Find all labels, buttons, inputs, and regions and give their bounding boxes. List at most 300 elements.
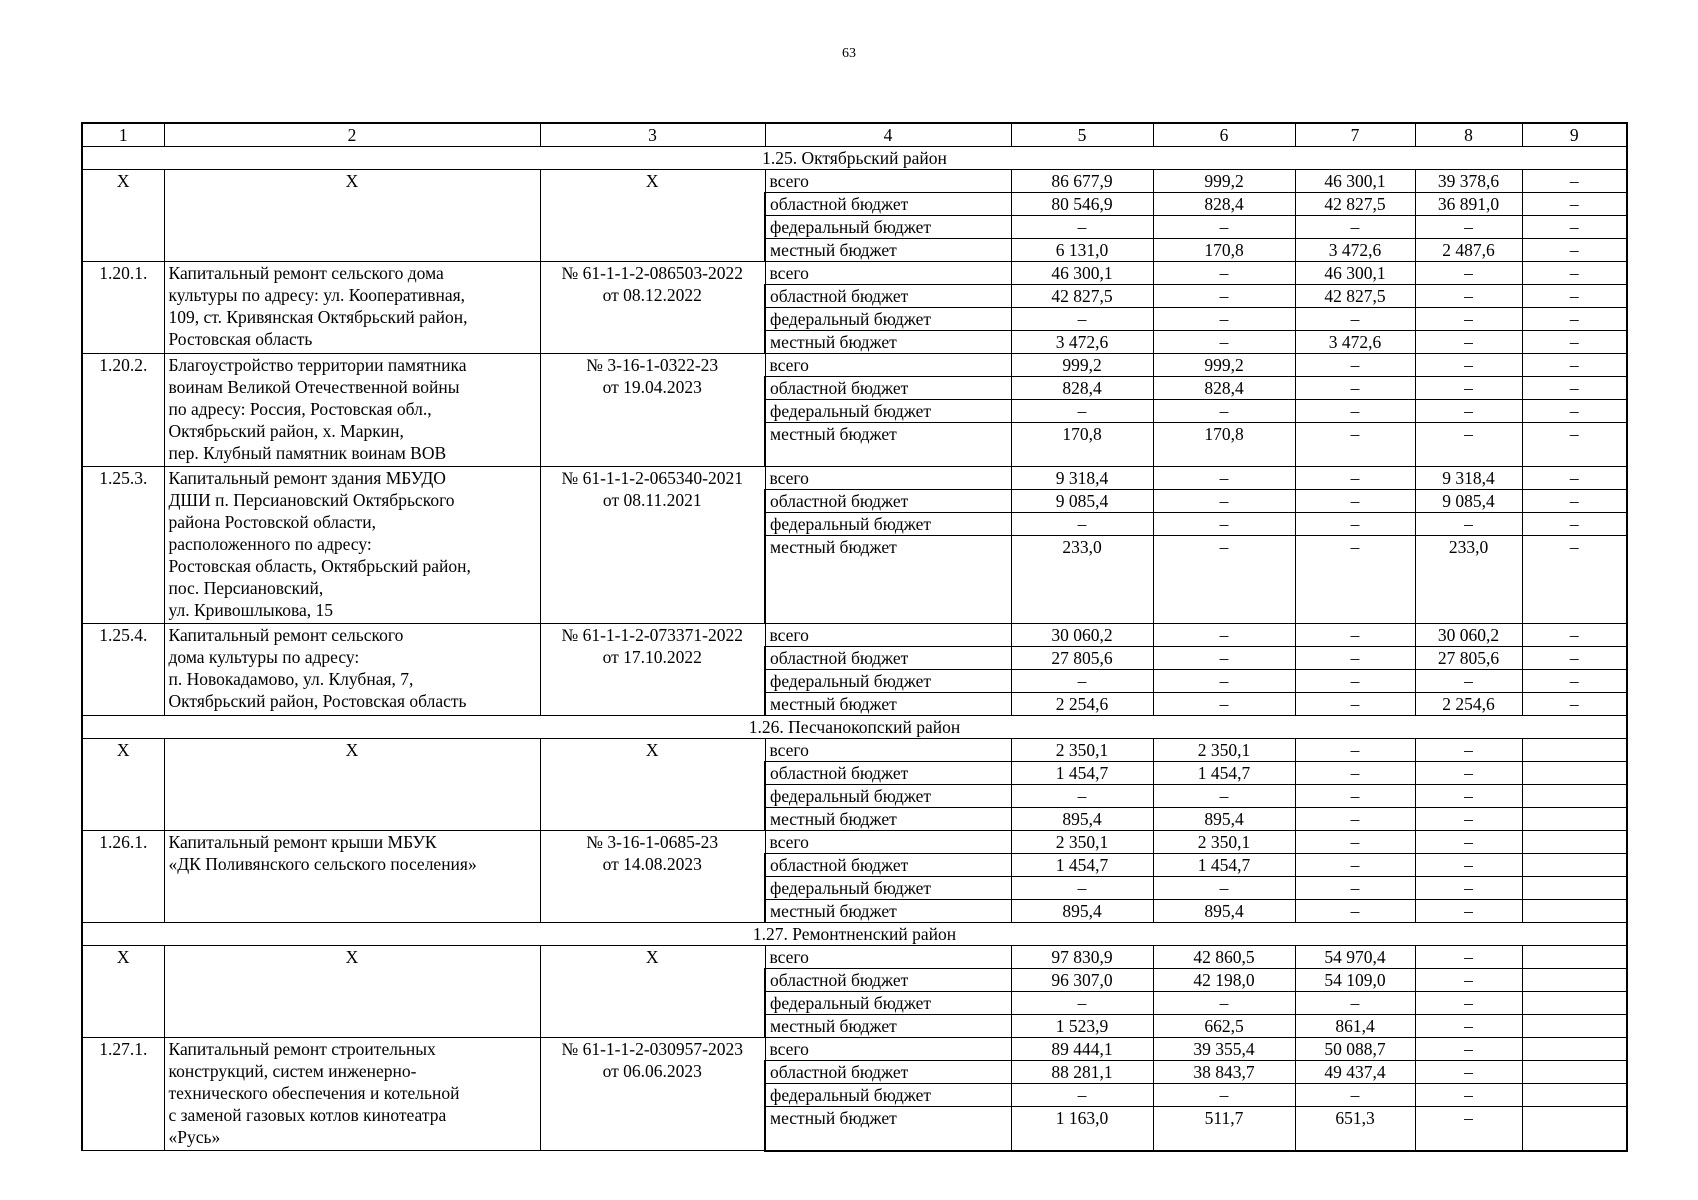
value-cell: 999,2 (1153, 354, 1295, 377)
value-cell: 828,4 (1011, 377, 1153, 400)
column-header: 3 (540, 123, 765, 147)
column-header: 4 (765, 123, 1011, 147)
value-cell: – (1415, 992, 1522, 1015)
cell-line: от 08.12.2022 (602, 285, 702, 305)
value-cell: – (1415, 854, 1522, 877)
value-cell: – (1522, 400, 1627, 423)
item-number: 1.27.1. (82, 1038, 164, 1151)
budget-type: областной бюджет (765, 854, 1011, 877)
value-cell: – (1295, 785, 1415, 808)
value-cell: 6 131,0 (1011, 239, 1153, 262)
value-cell (1522, 969, 1627, 992)
value-cell: – (1522, 467, 1627, 490)
budget-type: областной бюджет (765, 647, 1011, 670)
value-cell: 27 805,6 (1011, 647, 1153, 670)
budget-type: местный бюджет (765, 900, 1011, 923)
value-cell: 3 472,6 (1295, 239, 1415, 262)
value-cell: – (1522, 170, 1627, 193)
value-cell: – (1295, 693, 1415, 716)
value-cell: – (1522, 693, 1627, 716)
budget-type: всего (765, 170, 1011, 193)
value-cell: 828,4 (1153, 193, 1295, 216)
value-cell: 42 860,5 (1153, 946, 1295, 969)
value-cell: – (1522, 670, 1627, 693)
value-cell: – (1415, 354, 1522, 377)
cell-line: технического обеспечения и котельной (168, 1083, 460, 1103)
budget-type: местный бюджет (765, 693, 1011, 716)
value-cell: 1 454,7 (1153, 854, 1295, 877)
cell-line: с заменой газовых котлов кинотеатра (168, 1105, 447, 1125)
value-cell: – (1295, 831, 1415, 854)
value-cell: – (1011, 785, 1153, 808)
budget-type: местный бюджет (765, 1107, 1011, 1151)
value-cell: – (1153, 536, 1295, 624)
budget-type: областной бюджет (765, 490, 1011, 513)
value-cell: – (1415, 785, 1522, 808)
page-number: 63 (842, 46, 856, 61)
cell-line: № 3-16-1-0685-23 (586, 832, 719, 852)
value-cell: 42 198,0 (1153, 969, 1295, 992)
column-header: 2 (164, 123, 540, 147)
value-cell: 511,7 (1153, 1107, 1295, 1151)
value-cell: – (1522, 647, 1627, 670)
value-cell: 36 891,0 (1415, 193, 1522, 216)
value-cell: – (1522, 239, 1627, 262)
budget-type: областной бюджет (765, 285, 1011, 308)
item-number: 1.25.4. (82, 624, 164, 716)
section-row (82, 716, 1627, 739)
cell-line: Ростовская область, Октябрьский район, (168, 556, 471, 576)
budget-type: федеральный бюджет (765, 877, 1011, 900)
value-cell: – (1415, 1015, 1522, 1038)
value-cell: – (1011, 216, 1153, 239)
value-cell: – (1153, 216, 1295, 239)
cell-line: № 61-1-1-2-086503-2022 (561, 263, 743, 283)
value-cell: – (1415, 877, 1522, 900)
value-cell (1522, 992, 1627, 1015)
value-cell (1522, 762, 1627, 785)
value-cell: – (1522, 536, 1627, 624)
item-row (82, 262, 1627, 285)
budget-type: местный бюджет (765, 239, 1011, 262)
column-header: 7 (1295, 123, 1415, 147)
budget-type: федеральный бюджет (765, 1084, 1011, 1107)
value-cell: – (1153, 467, 1295, 490)
budget-type: всего (765, 624, 1011, 647)
col3-cell: Х (540, 739, 765, 831)
value-cell: – (1415, 262, 1522, 285)
value-cell: 42 827,5 (1295, 285, 1415, 308)
value-cell: – (1295, 1084, 1415, 1107)
value-cell: 828,4 (1153, 377, 1295, 400)
budget-table (81, 122, 1628, 1152)
value-cell: – (1415, 808, 1522, 831)
budget-type: местный бюджет (765, 808, 1011, 831)
value-cell: – (1153, 285, 1295, 308)
value-cell: 9 085,4 (1011, 490, 1153, 513)
value-cell: – (1415, 670, 1522, 693)
value-cell: 9 318,4 (1011, 467, 1153, 490)
value-cell: – (1415, 285, 1522, 308)
budget-type: федеральный бюджет (765, 513, 1011, 536)
budget-type: местный бюджет (765, 536, 1011, 624)
cell-line: воинам Великой Отечественной войны (168, 377, 460, 397)
item-name (164, 467, 540, 624)
value-cell: 233,0 (1011, 536, 1153, 624)
value-cell: 2 350,1 (1011, 831, 1153, 854)
budget-type: федеральный бюджет (765, 992, 1011, 1015)
value-cell: – (1153, 647, 1295, 670)
value-cell: – (1415, 216, 1522, 239)
value-cell: – (1522, 377, 1627, 400)
item-name (164, 624, 540, 716)
value-cell: 46 300,1 (1295, 262, 1415, 285)
value-cell: 97 830,9 (1011, 946, 1153, 969)
value-cell: – (1011, 513, 1153, 536)
cell-line: дома культуры по адресу: (168, 647, 360, 667)
value-cell: – (1522, 331, 1627, 354)
value-cell: 88 281,1 (1011, 1061, 1153, 1084)
cell-line: конструкций, систем инженерно- (168, 1061, 417, 1081)
value-cell: – (1153, 331, 1295, 354)
value-cell: – (1295, 877, 1415, 900)
value-cell: 39 378,6 (1415, 170, 1522, 193)
value-cell: – (1011, 877, 1153, 900)
budget-type: всего (765, 354, 1011, 377)
value-cell: – (1295, 490, 1415, 513)
cell-line: пос. Персиановский, (168, 578, 324, 598)
budget-type: местный бюджет (765, 423, 1011, 467)
value-cell: – (1295, 536, 1415, 624)
value-cell: 1 454,7 (1011, 762, 1153, 785)
value-cell: – (1295, 739, 1415, 762)
item-number: 1.25.3. (82, 467, 164, 624)
value-cell: – (1295, 854, 1415, 877)
cell-line: от 14.08.2023 (602, 854, 702, 874)
value-cell: 170,8 (1011, 423, 1153, 467)
value-cell: – (1011, 308, 1153, 331)
total-row (82, 739, 1627, 762)
budget-type: федеральный бюджет (765, 400, 1011, 423)
value-cell: 895,4 (1153, 900, 1295, 923)
cell-line: Октябрьский район, Ростовская область (168, 691, 467, 711)
value-cell: – (1522, 285, 1627, 308)
value-cell: – (1415, 762, 1522, 785)
total-row (82, 170, 1627, 193)
col3-cell: Х (540, 946, 765, 1038)
value-cell (1522, 1015, 1627, 1038)
value-cell (1522, 739, 1627, 762)
value-cell: – (1415, 423, 1522, 467)
col3-cell: Х (540, 170, 765, 262)
value-cell: 861,4 (1295, 1015, 1415, 1038)
cell-line: района Ростовской области, (168, 512, 376, 532)
value-cell: 2 350,1 (1153, 739, 1295, 762)
value-cell: 2 254,6 (1011, 693, 1153, 716)
value-cell: 2 254,6 (1415, 693, 1522, 716)
cell-line: пер. Клубный памятник воинам ВОВ (168, 443, 447, 463)
cell-line: п. Новокадамово, ул. Клубная, 7, (168, 669, 414, 689)
value-cell (1522, 900, 1627, 923)
cell-line: от 17.10.2022 (602, 647, 702, 667)
value-cell: – (1295, 400, 1415, 423)
value-cell (1522, 1061, 1627, 1084)
value-cell: 9 085,4 (1415, 490, 1522, 513)
item-name (164, 262, 540, 354)
value-cell: – (1522, 513, 1627, 536)
value-cell: – (1295, 216, 1415, 239)
value-cell: 3 472,6 (1295, 331, 1415, 354)
value-cell: – (1153, 670, 1295, 693)
value-cell: 170,8 (1153, 239, 1295, 262)
cell-line: № 61-1-1-2-065340-2021 (561, 468, 743, 488)
value-cell: – (1295, 762, 1415, 785)
cell-line: Октябрьский район, х. Маркин, (168, 421, 404, 441)
value-cell: – (1295, 624, 1415, 647)
value-cell (1522, 877, 1627, 900)
value-cell (1522, 1084, 1627, 1107)
value-cell: – (1295, 467, 1415, 490)
budget-type: федеральный бюджет (765, 670, 1011, 693)
item-document (540, 262, 765, 354)
value-cell: – (1011, 1084, 1153, 1107)
value-cell (1522, 1107, 1627, 1151)
value-cell: – (1415, 831, 1522, 854)
value-cell: – (1153, 513, 1295, 536)
value-cell: 86 677,9 (1011, 170, 1153, 193)
header-row (82, 123, 1627, 147)
value-cell: 3 472,6 (1011, 331, 1153, 354)
value-cell: – (1295, 423, 1415, 467)
item-row (82, 1038, 1627, 1061)
value-cell: 46 300,1 (1295, 170, 1415, 193)
value-cell: 999,2 (1011, 354, 1153, 377)
cell-line: «Русь» (168, 1127, 221, 1147)
value-cell: – (1522, 262, 1627, 285)
cell-line: «ДК Поливянского сельского поселения» (168, 854, 477, 874)
value-cell: 662,5 (1153, 1015, 1295, 1038)
budget-type: областной бюджет (765, 1061, 1011, 1084)
value-cell (1522, 831, 1627, 854)
value-cell: 54 970,4 (1295, 946, 1415, 969)
total-row (82, 946, 1627, 969)
column-header: 9 (1522, 123, 1627, 147)
value-cell: – (1415, 331, 1522, 354)
item-document (540, 467, 765, 624)
value-cell: 42 827,5 (1011, 285, 1153, 308)
value-cell: 895,4 (1011, 808, 1153, 831)
value-cell: 2 350,1 (1011, 739, 1153, 762)
budget-type: федеральный бюджет (765, 216, 1011, 239)
value-cell: 96 307,0 (1011, 969, 1153, 992)
value-cell: – (1522, 354, 1627, 377)
value-cell: – (1522, 216, 1627, 239)
value-cell: – (1295, 808, 1415, 831)
col2-cell: Х (164, 739, 540, 831)
value-cell: – (1295, 308, 1415, 331)
value-cell: 1 523,9 (1011, 1015, 1153, 1038)
value-cell: – (1415, 1107, 1522, 1151)
col1-cell: Х (82, 946, 164, 1038)
budget-type: всего (765, 739, 1011, 762)
cell-line: от 06.06.2023 (602, 1061, 702, 1081)
value-cell: – (1153, 877, 1295, 900)
value-cell (1522, 946, 1627, 969)
item-document (540, 831, 765, 923)
cell-line: 109, ст. Кривянская Октябрьский район, (168, 307, 468, 327)
budget-type: всего (765, 1038, 1011, 1061)
budget-type: федеральный бюджет (765, 308, 1011, 331)
value-cell: 38 843,7 (1153, 1061, 1295, 1084)
value-cell: – (1153, 624, 1295, 647)
value-cell: – (1153, 785, 1295, 808)
value-cell: 895,4 (1153, 808, 1295, 831)
item-number: 1.20.1. (82, 262, 164, 354)
cell-line: Капитальный ремонт сельского (168, 625, 404, 645)
col2-cell: Х (164, 170, 540, 262)
cell-line: по адресу: Россия, Ростовская обл., (168, 399, 432, 419)
value-cell: – (1295, 354, 1415, 377)
value-cell: 1 454,7 (1011, 854, 1153, 877)
item-number: 1.20.2. (82, 354, 164, 467)
value-cell: – (1415, 377, 1522, 400)
value-cell: 2 487,6 (1415, 239, 1522, 262)
column-header: 6 (1153, 123, 1295, 147)
section-title: 1.27. Ремонтненский район (82, 923, 1627, 946)
value-cell: – (1415, 739, 1522, 762)
item-row (82, 831, 1627, 854)
item-name (164, 354, 540, 467)
cell-line: ул. Кривошлыкова, 15 (168, 600, 334, 620)
value-cell: – (1415, 1084, 1522, 1107)
value-cell: – (1415, 946, 1522, 969)
cell-line: от 19.04.2023 (602, 377, 702, 397)
col1-cell: Х (82, 739, 164, 831)
value-cell: – (1522, 624, 1627, 647)
cell-line: № 61-1-1-2-073371-2022 (561, 625, 743, 645)
value-cell: – (1153, 400, 1295, 423)
budget-type: областной бюджет (765, 969, 1011, 992)
value-cell: – (1153, 1084, 1295, 1107)
col2-cell: Х (164, 946, 540, 1038)
value-cell: – (1522, 490, 1627, 513)
item-row (82, 354, 1627, 377)
value-cell: – (1153, 308, 1295, 331)
item-document (540, 624, 765, 716)
cell-line: Капитальный ремонт сельского дома (168, 263, 444, 283)
value-cell: – (1153, 693, 1295, 716)
value-cell: 46 300,1 (1011, 262, 1153, 285)
value-cell: – (1522, 308, 1627, 331)
value-cell: – (1011, 670, 1153, 693)
value-cell: – (1415, 400, 1522, 423)
value-cell: 2 350,1 (1153, 831, 1295, 854)
cell-line: № 61-1-1-2-030957-2023 (561, 1039, 743, 1059)
cell-line: Благоустройство территории памятника (168, 355, 467, 375)
value-cell: 27 805,6 (1415, 647, 1522, 670)
budget-type: областной бюджет (765, 193, 1011, 216)
value-cell: – (1415, 969, 1522, 992)
budget-type: всего (765, 467, 1011, 490)
value-cell: 30 060,2 (1415, 624, 1522, 647)
item-number: 1.26.1. (82, 831, 164, 923)
cell-line: Ростовская область (168, 329, 313, 349)
value-cell: 49 437,4 (1295, 1061, 1415, 1084)
item-row (82, 624, 1627, 647)
column-header: 5 (1011, 123, 1153, 147)
value-cell: – (1153, 490, 1295, 513)
item-row (82, 467, 1627, 490)
value-cell: 39 355,4 (1153, 1038, 1295, 1061)
col1-cell: Х (82, 170, 164, 262)
value-cell: 1 163,0 (1011, 1107, 1153, 1151)
section-title: 1.26. Песчанокопский район (82, 716, 1627, 739)
value-cell (1522, 808, 1627, 831)
column-header: 1 (82, 123, 164, 147)
value-cell: – (1295, 670, 1415, 693)
value-cell: – (1295, 513, 1415, 536)
budget-type: областной бюджет (765, 762, 1011, 785)
budget-type: всего (765, 831, 1011, 854)
value-cell: – (1415, 1061, 1522, 1084)
cell-line: ДШИ п. Персиановский Октябрьского (168, 490, 455, 510)
cell-line: Капитальный ремонт строительных (168, 1039, 436, 1059)
item-document (540, 354, 765, 467)
budget-type: областной бюджет (765, 377, 1011, 400)
item-document (540, 1038, 765, 1151)
budget-type: всего (765, 946, 1011, 969)
value-cell: – (1415, 513, 1522, 536)
section-title: 1.25. Октябрьский район (82, 147, 1627, 170)
budget-type: местный бюджет (765, 331, 1011, 354)
budget-type: федеральный бюджет (765, 785, 1011, 808)
value-cell: 54 109,0 (1295, 969, 1415, 992)
item-name (164, 1038, 540, 1151)
value-cell: 89 444,1 (1011, 1038, 1153, 1061)
value-cell (1522, 785, 1627, 808)
cell-line: Капитальный ремонт здания МБУДО (168, 468, 446, 488)
value-cell: 651,3 (1295, 1107, 1415, 1151)
value-cell: – (1295, 992, 1415, 1015)
value-cell: – (1522, 423, 1627, 467)
cell-line: расположенного по адресу: (168, 534, 372, 554)
value-cell: – (1011, 992, 1153, 1015)
value-cell: 42 827,5 (1295, 193, 1415, 216)
value-cell: 233,0 (1415, 536, 1522, 624)
value-cell: – (1415, 308, 1522, 331)
value-cell: 170,8 (1153, 423, 1295, 467)
value-cell: 999,2 (1153, 170, 1295, 193)
cell-line: Капитальный ремонт крыши МБУК (168, 832, 437, 852)
cell-line: от 08.11.2021 (602, 490, 702, 510)
budget-type: местный бюджет (765, 1015, 1011, 1038)
value-cell: 30 060,2 (1011, 624, 1153, 647)
section-row (82, 923, 1627, 946)
value-cell (1522, 854, 1627, 877)
value-cell: – (1153, 262, 1295, 285)
section-row (82, 147, 1627, 170)
value-cell: – (1522, 193, 1627, 216)
budget-type: всего (765, 262, 1011, 285)
value-cell: – (1295, 647, 1415, 670)
column-header: 8 (1415, 123, 1522, 147)
value-cell: – (1153, 992, 1295, 1015)
value-cell: 895,4 (1011, 900, 1153, 923)
value-cell: 80 546,9 (1011, 193, 1153, 216)
value-cell: – (1295, 900, 1415, 923)
value-cell (1522, 1038, 1627, 1061)
value-cell: – (1415, 900, 1522, 923)
